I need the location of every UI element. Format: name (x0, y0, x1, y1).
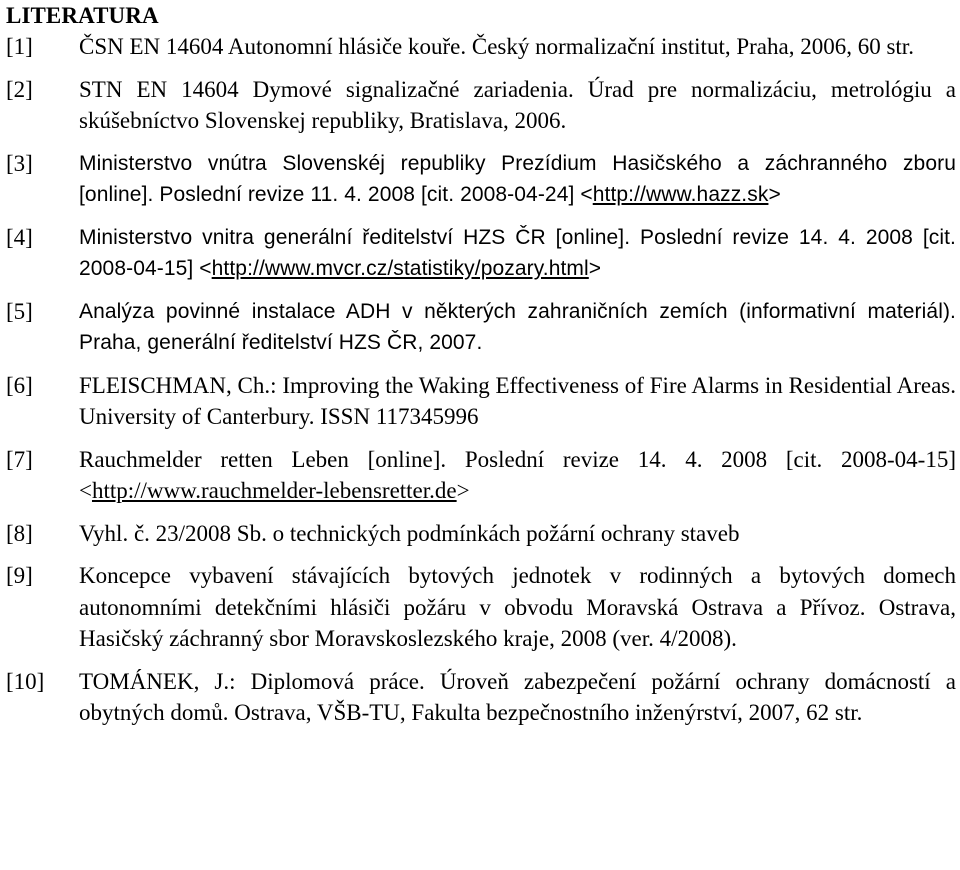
reference-item-10 (6, 666, 956, 729)
reference-text: TOMÁNEK, J.: Diplomová práce. Úroveň zabezpečení požární ochrany domácností a obytných domů. Ostrava, VŠB-TU, Fakulta bezpečnostního inženýrství, 2007, 62 str. (79, 668, 956, 725)
reference-number: [6] (6, 372, 33, 398)
reference-item-5 (6, 296, 956, 359)
reference-number: [5] (6, 298, 33, 324)
reference-text: Analýza povinné instalace ADH v některých zahraničních zemích (informativní materiál). Praha, generální ředitelství HZS ČR, 2007. (79, 299, 956, 354)
reference-text (79, 148, 956, 211)
reference-text: Vyhl. č. 23/2008 Sb. o technických podmínkách požární ochrany staveb (79, 520, 740, 546)
reference-link[interactable]: http://www.mvcr.cz/statistiky/pozary.html (211, 257, 589, 280)
reference-item-8 (6, 518, 956, 550)
reference-link[interactable]: http://www.hazz.sk (592, 183, 769, 206)
reference-text: STN EN 14604 Dymové signalizačné zariadenia. Úrad pre normalizáciu, metrológiu a skúšebníctvo Slovenskej republiky, Bratislava, 2006. (79, 76, 956, 133)
reference-text (79, 444, 956, 507)
reference-text-after-link: > (588, 257, 602, 280)
reference-item-4 (6, 222, 956, 285)
reference-link[interactable]: http://www.rauchmelder-lebensretter.de (91, 478, 457, 503)
reference-number: [10] (6, 668, 45, 694)
reference-text: FLEISCHMAN, Ch.: Improving the Waking Effectiveness of Fire Alarms in Residential Areas. University of Canterbury. ISSN 117345996 (79, 372, 956, 429)
reference-text-before-link: Rauchmelder retten Leben [online]. Poslední revize 14. 4. 2008 [cit. 2008-04-15] < (79, 446, 956, 503)
reference-text-after-link: > (456, 478, 470, 503)
reference-text-after-link: > (768, 183, 781, 206)
reference-number: [4] (6, 224, 33, 250)
section-heading: LITERATURA (6, 3, 159, 28)
reference-number: [9] (6, 563, 33, 588)
reference-text: ČSN EN 14604 Autonomní hlásiče kouře. Český normalizační institut, Praha, 2006, 60 str. (79, 34, 914, 59)
reference-item-7 (6, 444, 956, 507)
reference-item-3 (6, 148, 956, 211)
reference-number: [2] (6, 76, 33, 102)
reference-text-before-link: Ministerstvo vnútra Slovenskéj republiky Prezídium Hasičského a záchranného zboru [online]. Poslední revize 11. 4. 2008 [cit. 2008-04-24] < (79, 151, 956, 206)
reference-text: Koncepce vybavení stávajících bytových jednotek v rodinných a bytových domech autonomními detekčními hlásiči požáru v obvodu Moravská Ostrava a Přívoz. Ostrava, Hasičský záchranný sbor Moravskoslezského kraje, 2008 (ver. 4/2008). (79, 563, 956, 651)
reference-item-1 (6, 31, 956, 63)
reference-number: [3] (6, 150, 33, 176)
reference-number: [1] (6, 34, 33, 59)
reference-text (79, 222, 956, 285)
reference-number: [8] (6, 520, 33, 546)
reference-item-6 (6, 370, 956, 433)
reference-list (6, 31, 956, 729)
reference-item-9 (6, 560, 956, 655)
reference-item-2 (6, 74, 956, 137)
reference-number: [7] (6, 446, 33, 472)
reference-text-before-link: Ministerstvo vnitra generální ředitelství HZS ČR [online]. Poslední revize 14. 4. 2008 [cit. 2008-04-15] < (79, 225, 956, 280)
